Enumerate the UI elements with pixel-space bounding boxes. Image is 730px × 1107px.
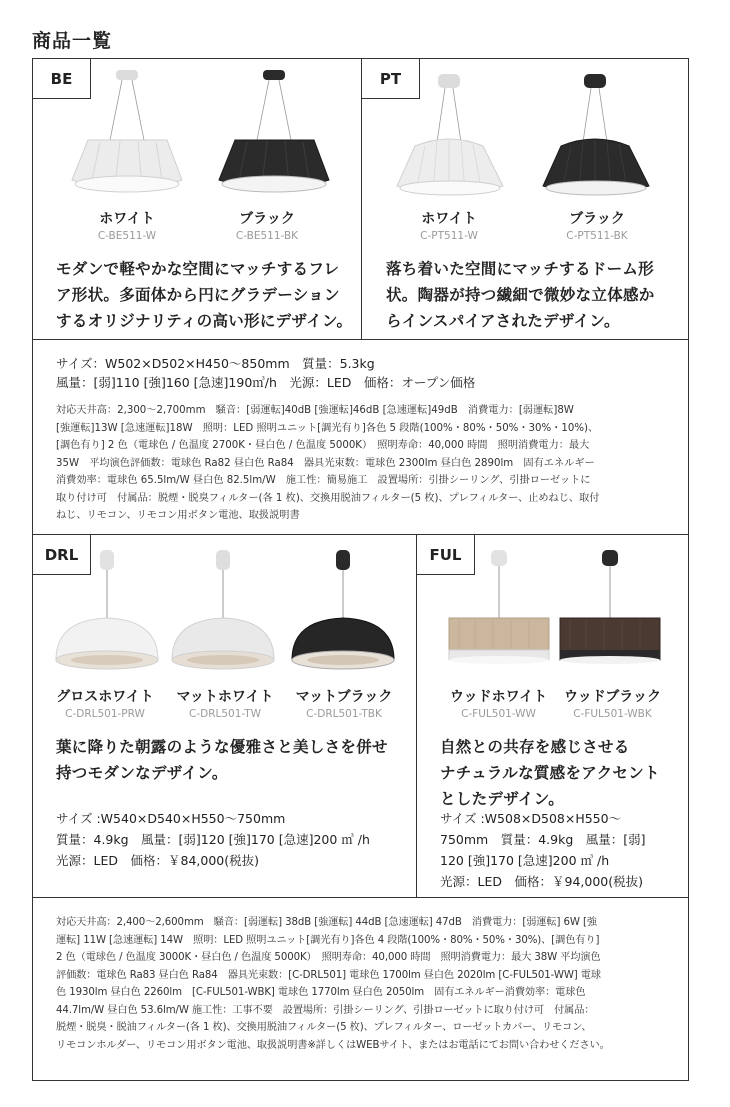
ful-wood-white-code: C-FUL501-WW xyxy=(461,708,536,720)
be-pt-main-spec: サイズ：W502×D502×H450～850mm 質量：5.3kg 風量：[弱]110 [強]160 [急速]190㎥/h 光源：LED 価格：オープン価格 xyxy=(56,356,476,390)
drl-matte-white-lamp-image xyxy=(168,550,278,680)
be-black-name: ブラック xyxy=(239,211,295,227)
ful-tagline: 自然との共存を感じさせる ナチュラルな質感をアクセント としたデザイン。 xyxy=(440,738,660,808)
page-title: 商品一覧 xyxy=(32,30,113,52)
drl-tagline: 葉に降りた朝露のような優雅さと美しさを併せ 持つモダンなデザイン。 xyxy=(56,738,388,782)
drl-tag: DRL xyxy=(33,535,91,575)
be-white-lamp-image xyxy=(70,70,185,200)
drl-ful-detail-spec: 対応天井高：2,400～2,600mm 騒音：[弱運転] 38dB [強運転] 44dB [急速運転] 47dB 消費電力：[弱運転] 6W [強 運転] 11W [急速運転] 14W 照明：LED 照明ユニット[調光有り]各色 4 段階(100%・80%・50%・30%)、[調色有り] 2 色（電球色 / 色温度 3000K・昼白色 / 色温度 5000K） 照明寿命：40,000 時間 照明消費電力：最大 38W 平均演色 評価数：電球色 Ra83 昼白色 Ra84 器具光束数：[C-DRL501] 電球色 1700lm 昼白色 2020lm [C-FUL501-WW] 電球 色 1930lm 昼白色 2260lm [C-FUL501-WBK] 電球色 1770lm 昼白色 2050lm 固有エネルギー消費効率：電球色 44.7lm/W 昼白色 53.6lm/W 施工性：工事不要 設置場所：引掛シーリング、引掛ローゼットに取り付け可 付属品： 脱煙・脱臭・脱油フィルター(各 1 枚)、交換用脱油フィルター(5 枚)、プレフィルター、ローゼットカバー、リモコン、 リモコンホルダー、リモコン用ボタン電池、取扱説明書※詳しくはWEBサイト、またはお電話にてお問い合わせください。 xyxy=(56,917,610,1051)
drl-matte-black-name: マットブラック xyxy=(295,689,393,705)
drl-matte-black-code: C-DRL501-TBK xyxy=(306,708,382,720)
drl-spec: サイズ :W540×D540×H550～750mm 質量：4.9kg 風量：[弱]120 [強]170 [急速]200 ㎥ /h 光源：LED 価格：￥84,000(税抜) xyxy=(56,811,370,868)
ful-tag: FUL xyxy=(417,535,475,575)
be-black-lamp-image xyxy=(217,70,332,200)
be-pt-detail-spec: 対応天井高：2,300～2,700mm 騒音：[弱運転]40dB [強運転]46dB [急速運転]49dB 消費電力：[弱運転]8W [強運転]13W [急速運転]18W 照明：LED 照明ユニット[調光有り]各色 5 段階(100%・80%・50%・30%・10%)、 [調色有り] 2 色（電球色 / 色温度 2700K・昼白色 / 色温度 5000K） 照明寿命：40,000 時間 照明消費電力：最大 35W 平均演色評価数：電球色 Ra82 昼白色 Ra84 器具光束数：電球色 2300lm 昼白色 2890lm 固有エネルギー 消費効率：電球色 65.5lm/W 昼白色 82.5lm/W 施工性：簡易施工 設置場所：引掛シーリング、引掛ローゼットに 取り付け可 付属品：脱煙・脱臭フィルター(各 1 枚)、交換用脱油フィルター(5 枚)、プレフィルター、止めねじ、取付 ねじ、リモコン、リモコン用ボタン電池、取扱説明書 xyxy=(56,405,600,521)
pt-tag: PT xyxy=(362,59,420,99)
pt-black-code: C-PT511-BK xyxy=(566,230,628,242)
be-black-code: C-BE511-BK xyxy=(235,230,299,242)
ful-wood-black-lamp-image xyxy=(556,550,666,680)
be-white-code: C-BE511-W xyxy=(97,230,157,242)
pt-white-lamp-image xyxy=(395,74,505,204)
drl-matte-white-name: マットホワイト xyxy=(176,689,274,705)
drl-matte-white-code: C-DRL501-TW xyxy=(188,708,261,720)
pt-white-name: ホワイト xyxy=(421,211,477,227)
drl-gloss-white-code: C-DRL501-PRW xyxy=(65,708,145,720)
be-white-name: ホワイト xyxy=(99,211,155,227)
pt-tagline: 落ち着いた空間にマッチするドーム形 状。陶器が持つ繊細で微妙な立体感か らインスパイアされたデザイン。 xyxy=(386,260,655,330)
pt-black-lamp-image xyxy=(541,74,651,204)
be-tag: BE xyxy=(33,59,91,99)
ful-wood-black-name: ウッドブラック xyxy=(563,689,662,705)
ful-wood-black-code: C-FUL501-WBK xyxy=(573,708,652,720)
drl-matte-black-lamp-image xyxy=(288,550,398,680)
drl-gloss-white-lamp-image xyxy=(52,550,162,680)
pt-white-code: C-PT511-W xyxy=(420,230,478,242)
ful-spec: サイズ :W508×D508×H550～ 750mm 質量：4.9kg 風量：[弱] 120 [強]170 [急速]200 ㎥ /h 光源：LED 価格：￥94,000(税抜) xyxy=(440,811,646,889)
ful-wood-white-name: ウッドホワイト xyxy=(449,689,548,705)
be-tagline: モダンで軽やかな空間にマッチするフレ ア形状。多面体から円にグラデーション するオリジナリティの高い形にデザイン。 xyxy=(56,260,353,330)
ful-wood-white-lamp-image xyxy=(445,550,555,680)
pt-black-name: ブラック xyxy=(569,211,625,227)
drl-gloss-white-name: グロスホワイト xyxy=(56,689,154,705)
